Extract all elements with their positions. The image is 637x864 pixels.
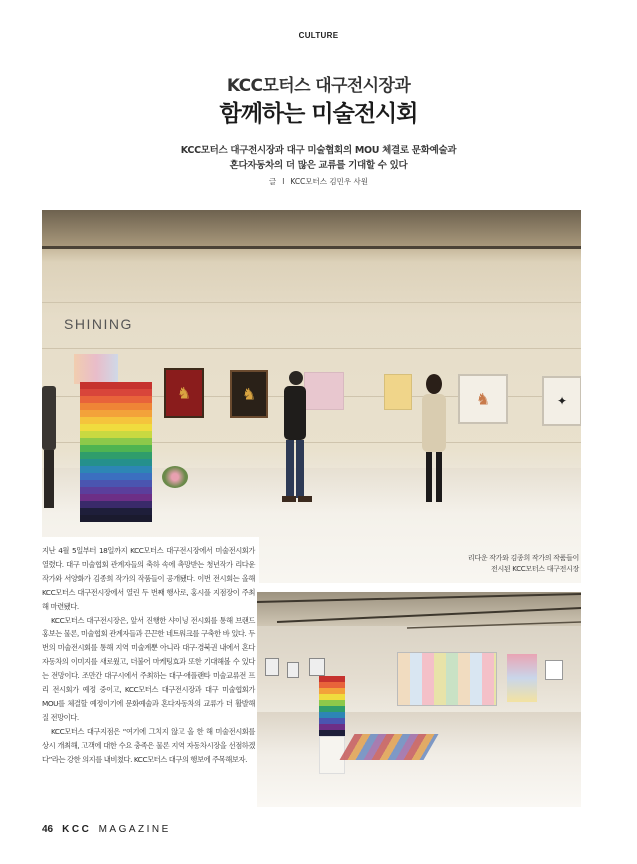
- framed-yellow-painting: [384, 374, 412, 410]
- section-label: CULTURE: [298, 31, 339, 40]
- wall-panel-line: [42, 302, 581, 303]
- framed-horse-painting: [164, 368, 204, 418]
- visitor-woman-silhouette: [414, 374, 454, 514]
- magazine-name: [62, 824, 171, 835]
- artwork-wall-grid: [397, 652, 497, 706]
- side-wall-artwork: [287, 662, 299, 678]
- gallery-photo-bottom: [257, 592, 581, 807]
- photo-caption-top: [468, 553, 579, 575]
- body-paragraph-3: KCC모터스 대구지점은 “여기에 그치지 않고 올 한 해 미술전시회를 상시 개최해, 고객에 대한 수요 충족은 물론 지역 자동차시장을 선점하겠다”라는 강한 의지를 내비쳤다. KCC모터스 대구의 행보에 주목해보자.: [42, 726, 255, 764]
- artwork-figure: ✦: [556, 394, 568, 408]
- framed-horse-painting: [230, 370, 268, 418]
- body-paragraph-1: 지난 4월 5일부터 18일까지 KCC모터스 대구전시장에서 미술전시회가 열렸다. 대구 미술협회 관계자들의 축하 속에 촉망받는 청년작가 리다운 작가와 서양화가 김종희 작가의 작품들이 공개됐다. 이번 전시회는 올해 KCC모터스 대구전시장에서 열린 두 번째 행사로, 홍시플 지점장이 주최해 마련됐다.: [42, 546, 255, 611]
- floor-art-rug: [339, 734, 438, 760]
- side-wall-artwork: [309, 658, 325, 676]
- person-silhouette-left: [42, 380, 58, 510]
- horse-figure: ♞: [241, 384, 257, 404]
- photo-ceiling-line: [42, 246, 581, 249]
- artwork-panel: [74, 354, 118, 384]
- byline-author: KCC모터스 김민우 사원: [290, 177, 369, 186]
- horse-figure: ♞: [475, 389, 491, 409]
- flower-arrangement: [162, 466, 188, 488]
- wall-panel-line: [42, 348, 581, 349]
- subheadline-line-2: 혼다자동차의 더 많은 교류를 기대할 수 있다: [229, 160, 408, 171]
- gallery-photo-top: [42, 210, 581, 583]
- magazine-brand: KCC: [62, 824, 92, 835]
- side-wall-artwork: [265, 658, 279, 676]
- headline-line-2: 함께하는 미술전시회: [219, 101, 418, 127]
- ceiling-light-strips: [257, 592, 581, 632]
- photo-ceiling: [42, 210, 581, 246]
- body-paragraph-2: KCC모터스 대구전시장은, 앞서 진행한 샤이닝 전시회를 통해 브랜드 홍보는 물론, 미술협회 관계자들과 끈끈한 네트워크를 구축한 바 있다. 두 번의 미술전시회를 통해 지역 미술계뿐 아니라 대구·경북권 내에서 혼다자동차의 이미지를 새로웠고, 더불어 마케팅효과 또한 기대해볼 수 있다는 전망이다. 조만간 대구시에서 주최하는 대구·애플랜타 미술교류전 프리 전시회가 예정 중이고, KCC모터스 대구전시장과 대구 미술협회가 MOU를 체결할 예정이기에 문화예술과 혼다자동차의 교류가 더 활발해질 전망이다.: [42, 615, 255, 722]
- framed-artwork-right: [542, 376, 581, 426]
- photo-caption-line-2: 전시된 KCC모터스 대구전시장: [490, 565, 579, 573]
- article-body: [42, 537, 259, 767]
- magazine-word: MAGAZINE: [98, 824, 171, 835]
- framed-horse-drawing: [458, 374, 508, 424]
- byline-separator: l: [282, 177, 285, 186]
- page-number: 46: [42, 824, 54, 835]
- headline-line-1: KCC모터스 대구전시장과: [226, 76, 411, 96]
- artwork-small: [545, 660, 563, 680]
- photo-caption-line-1: 리다운 작가와 김종희 작가의 작품들이: [467, 554, 579, 562]
- byline-label: 글: [268, 177, 277, 186]
- byline: [0, 176, 637, 187]
- subheadline-line-1: KCC모터스 대구전시장과 대구 미술협회의 MOU 체결로 문화예술과: [180, 145, 457, 156]
- subheadline: [0, 143, 637, 173]
- wall-sign-text: SHINING: [64, 316, 133, 332]
- rainbow-stack-sculpture: [80, 382, 152, 522]
- page-footer: [42, 824, 171, 835]
- visitor-man-silhouette: [274, 370, 314, 510]
- artwork-column: [507, 654, 537, 702]
- horse-figure: ♞: [176, 383, 192, 403]
